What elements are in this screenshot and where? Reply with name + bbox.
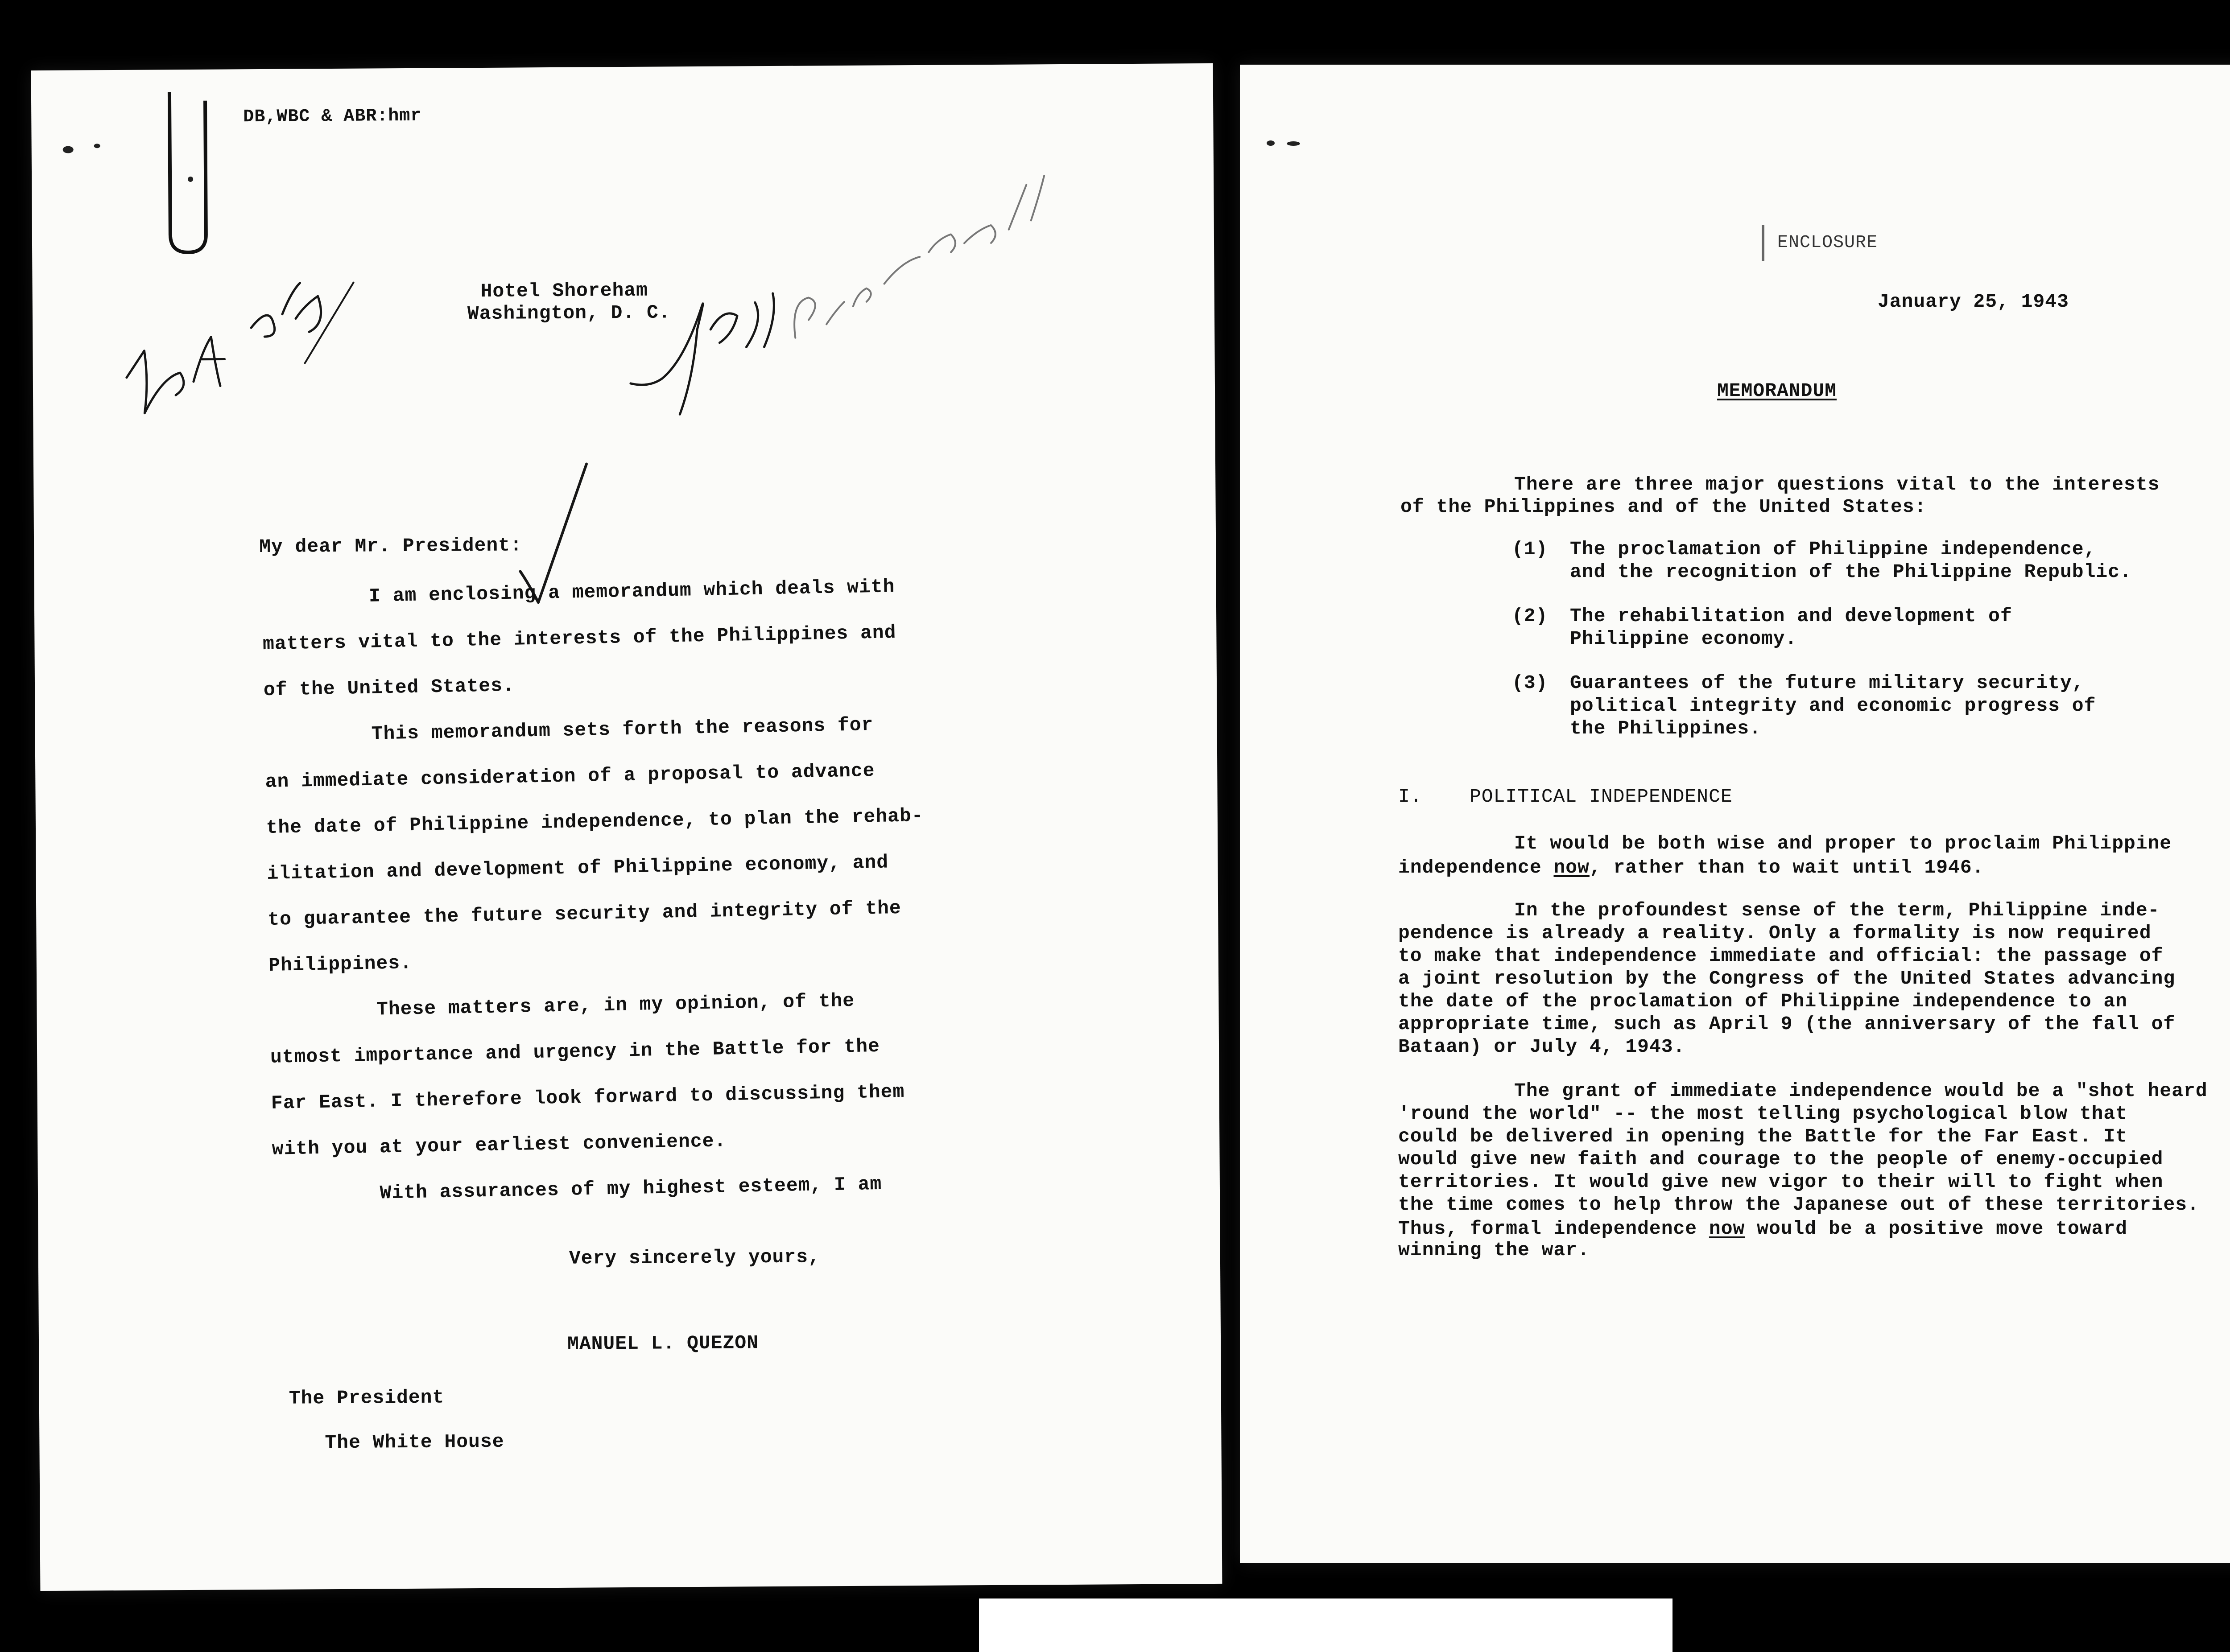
address-line-1: Hotel Shoreham [480,279,648,302]
body-line: matters vital to the interests of the Philippines and [262,622,896,655]
question-line: The rehabilitation and development of [1570,605,2012,627]
p3-line: Thus, formal independence now would be a positive move toward [1398,1218,2128,1240]
reference-initials: DB,WBC & ABR:hmr [243,106,422,128]
body-line: Philippines. [268,952,413,976]
p2-line: Bataan) or July 4, 1943. [1398,1036,1685,1058]
body-line: to guarantee the future security and integrity of the [267,897,902,931]
p2-line: In the profoundest sense of the term, Philippine inde- [1514,899,2160,921]
question-number: (3) [1512,672,1548,694]
p2-line: the date of the proclamation of Philippine independence to an [1398,990,2128,1012]
p3-line: The grant of immediate independence would be a "shot heard [1514,1080,2208,1102]
p3-line: would give new faith and courage to the people of enemy-occupied [1398,1148,2164,1170]
body-line: utmost importance and urgency in the Battle for the [270,1035,880,1068]
p3-line: could be delivered in opening the Battle for the Far East. It [1398,1125,2128,1147]
left-page [31,63,1222,1591]
body-line: the date of Philippine independence, to plan the rehab- [266,805,924,839]
signature-annotation-icon [768,167,1059,356]
signature-name: MANUEL L. QUEZON [567,1332,759,1355]
body-line: These matters are, in my opinion, of the [376,989,855,1021]
p3-line: winning the war. [1398,1239,1590,1261]
body-line: an immediate consideration of a proposal to advance [265,759,875,793]
body-line: ilitation and development of Philippine economy, and [267,851,889,885]
question-number: (2) [1512,605,1548,627]
intro-line: of the Philippines and of the United States: [1400,496,1927,518]
memo-date: January 25, 1943 [1878,291,2069,313]
question-line: the Philippines. [1570,717,1761,739]
p3-line: territories. It would give new vigor to their will to fight when [1398,1171,2164,1193]
section-title: POLITICAL INDEPENDENCE [1470,786,1733,807]
closing: Very sincerely yours, [569,1246,820,1269]
white-tab [979,1598,1672,1652]
question-line: Guarantees of the future military security, [1570,672,2084,694]
right-page [1240,65,2230,1563]
enclosure-stamp: ENCLOSURE [1777,233,1878,253]
memo-title: MEMORANDUM [1717,380,1837,402]
question-line: political integrity and economic progress of [1570,695,2096,717]
recipient-line-1: The President [289,1386,445,1409]
salutation: My dear Mr. President: [259,534,522,558]
question-number: (1) [1512,538,1548,560]
body-line: With assurances of my highest esteem, I am [380,1173,882,1204]
body-line: I am enclosing a memorandum which deals with [368,576,895,607]
handwritten-annotation-icon [77,215,391,529]
recipient-line-2: The White House [325,1430,504,1454]
body-line: This memorandum sets forth the reasons for [371,714,874,745]
question-line: and the recognition of the Philippine Republic. [1570,561,2132,583]
intro-line: There are three major questions vital to the interests [1514,474,2160,495]
p2-line: to make that independence immediate and official: the passage of [1398,945,2164,967]
p2-line: a joint resolution by the Congress of the United States advancing [1398,968,2176,989]
body-line: Far East. I therefore look forward to discussing them [271,1080,905,1114]
p3-line: the time comes to help throw the Japanese out of these territories. [1398,1194,2199,1215]
address-line-2: Washington, D. C. [467,301,671,325]
p2-line: appropriate time, such as April 9 (the anniversary of the fall of [1398,1013,2176,1035]
p3-line: 'round the world" -- the most telling psychological blow that [1398,1103,2128,1125]
body-line: with you at your earliest convenience. [272,1130,727,1160]
section-number: I. [1398,786,1422,807]
p1-line: independence now, rather than to wait until 1946. [1398,857,1984,878]
question-line: The proclamation of Philippine independence, [1570,538,2096,560]
p1-line: It would be both wise and proper to proclaim Philippine [1514,832,2172,854]
body-line: of the United States. [263,674,515,701]
question-line: Philippine economy. [1570,628,1797,650]
p2-line: pendence is already a reality. Only a formality is now required [1398,922,2152,944]
